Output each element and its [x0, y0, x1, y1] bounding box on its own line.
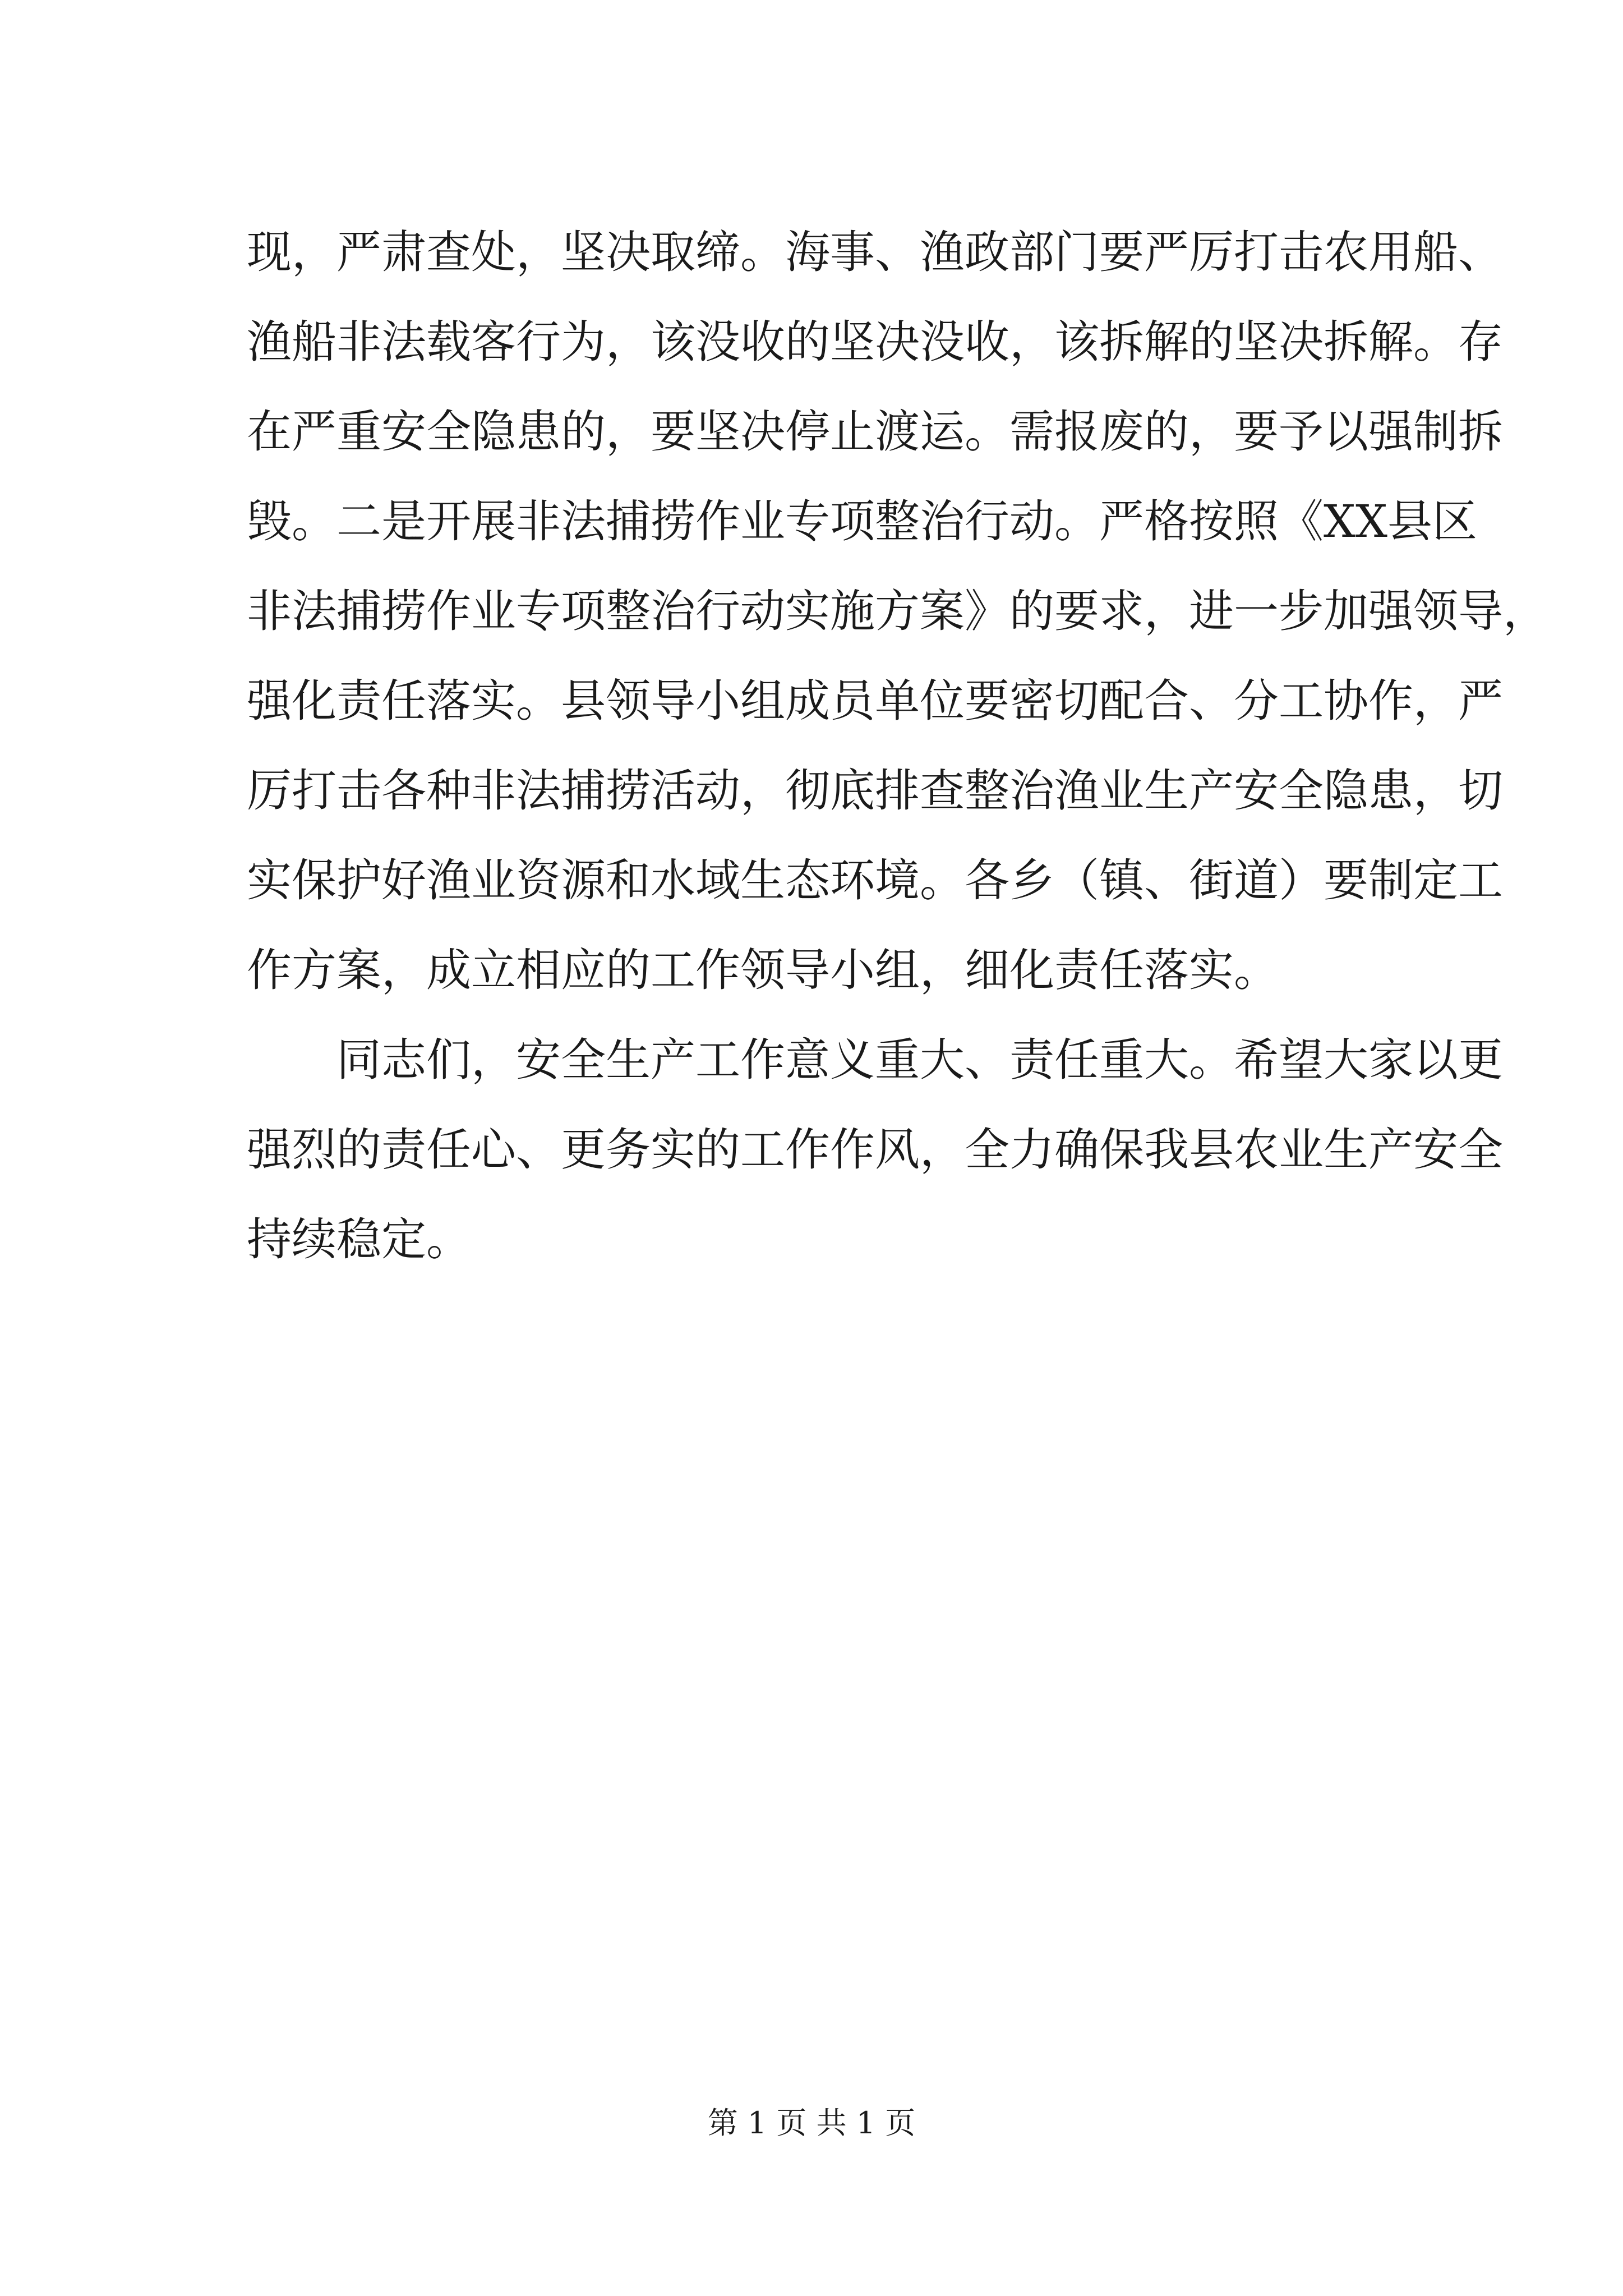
page-footer: 第 1 页 共 1 页 — [707, 2105, 916, 2141]
text-line-2: 渔船非法载客行为，该没收的坚决没收，该拆解的坚决拆解。存 — [247, 316, 1503, 368]
text-line-6: 强化责任落实。县领导小组成员单位要密切配合、分工协作，严 — [247, 675, 1503, 727]
text-line-11: 强烈的责任心、更务实的工作作风，全力确保我县农业生产安全 — [247, 1124, 1503, 1176]
text-line-5: 非法捕捞作业专项整治行动实施方案》的要求，进一步加强领导， — [247, 585, 1548, 637]
document-body — [247, 208, 1548, 1285]
text-line-3: 在严重安全隐患的，要坚决停止渡运。需报废的，要予以强制拆 — [247, 406, 1503, 458]
text-line-10: 同志们，安全生产工作意义重大、责任重大。希望大家以更 — [336, 1034, 1503, 1086]
text-line-8: 实保护好渔业资源和水域生态环境。各乡（镇、街道）要制定工 — [247, 854, 1503, 907]
text-line-4: 毁。二是开展非法捕捞作业专项整治行动。严格按照《XX县区 — [247, 495, 1477, 547]
text-line-1: 现，严肃查处，坚决取缔。海事、渔政部门要严厉打击农用船、 — [247, 226, 1503, 278]
text-line-7: 厉打击各种非法捕捞活动，彻底排查整治渔业生产安全隐患，切 — [247, 765, 1503, 817]
text-line-12: 持续稳定。 — [247, 1213, 471, 1266]
text-line-9: 作方案，成立相应的工作领导小组，细化责任落实。 — [247, 944, 1279, 996]
